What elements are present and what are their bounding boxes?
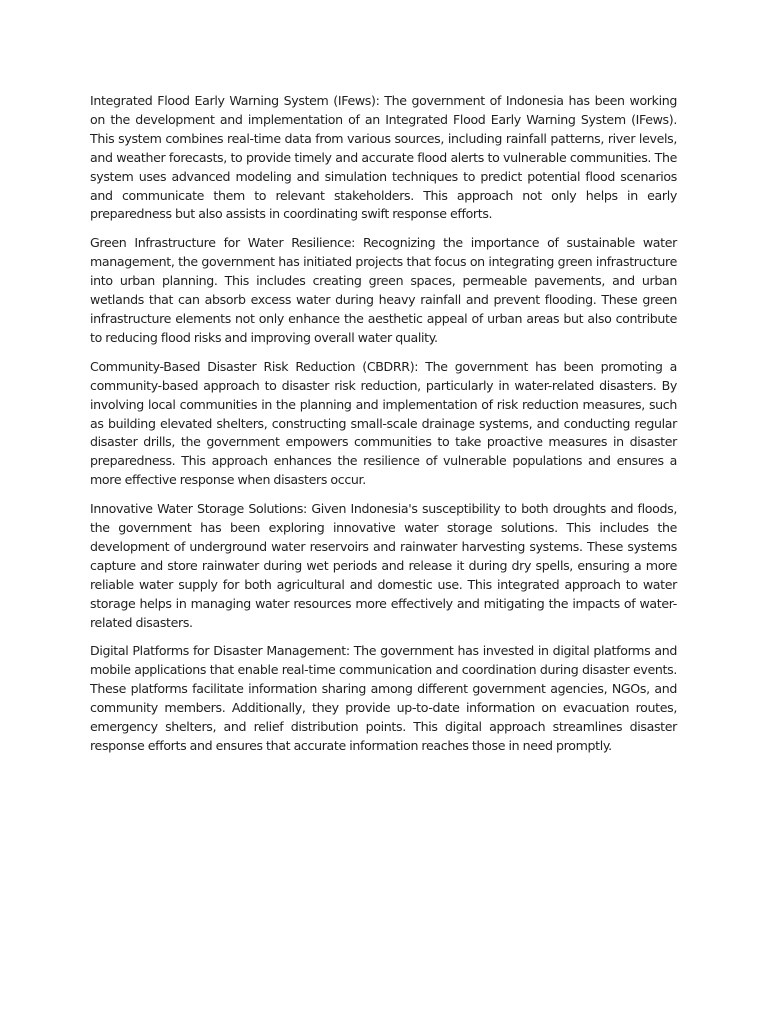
- document-body: [90, 92, 677, 766]
- paragraph-water-storage: Innovative Water Storage Solutions: Given Indonesia's susceptibility to both droughts and floods, the government has been exploring innovative water storage solutions. This includes the development of underground water reservoirs and rainwater harvesting systems. These systems capture and store rainwater during wet periods and release it during dry spells, ensuring a more reliable water supply for both agricultural and domestic use. This integrated approach to water storage helps in managing water resources more effectively and mitigating the impacts of water-related disasters.: [90, 501, 677, 630]
- paragraph-digital-platforms: Digital Platforms for Disaster Management: The government has invested in digital platforms and mobile applications that enable real-time communication and coordination during disaster events. These platforms facilitate information sharing among different government agencies, NGOs, and community members. Additionally, they provide up-to-date information on evacuation routes, emergency shelters, and relief distribution points. This digital approach streamlines disaster response efforts and ensures that accurate information reaches those in need promptly.: [90, 643, 677, 753]
- paragraph-ifews: Integrated Flood Early Warning System (IFews): The government of Indonesia has been working on the development and implementation of an Integrated Flood Early Warning System (IFews). This system combines real-time data from various sources, including rainfall patterns, river levels, and weather forecasts, to provide timely and accurate flood alerts to vulnerable communities. The system uses advanced modeling and simulation techniques to predict potential flood scenarios and communicate them to relevant stakeholders. This approach not only helps in early preparedness but also assists in coordinating swift response efforts.: [90, 93, 677, 222]
- paragraph-cbdrr: Community-Based Disaster Risk Reduction (CBDRR): The government has been promoting a community-based approach to disaster risk reduction, particularly in water-related disasters. By involving local communities in the planning and implementation of risk reduction measures, such as building elevated shelters, constructing small-scale drainage systems, and conducting regular disaster drills, the government empowers communities to take proactive measures in disaster preparedness. This approach enhances the resilience of vulnerable populations and ensures a more effective response when disasters occur.: [90, 358, 677, 488]
- paragraph-green-infrastructure: Green Infrastructure for Water Resilience: Recognizing the importance of sustainable water management, the government has initiated projects that focus on integrating green infrastructure into urban planning. This includes creating green spaces, permeable pavements, and urban wetlands that can absorb excess water during heavy rainfall and prevent flooding. These green infrastructure elements not only enhance the aesthetic appeal of urban areas but also contribute to reducing flood risks and improving overall water quality.: [90, 235, 677, 345]
